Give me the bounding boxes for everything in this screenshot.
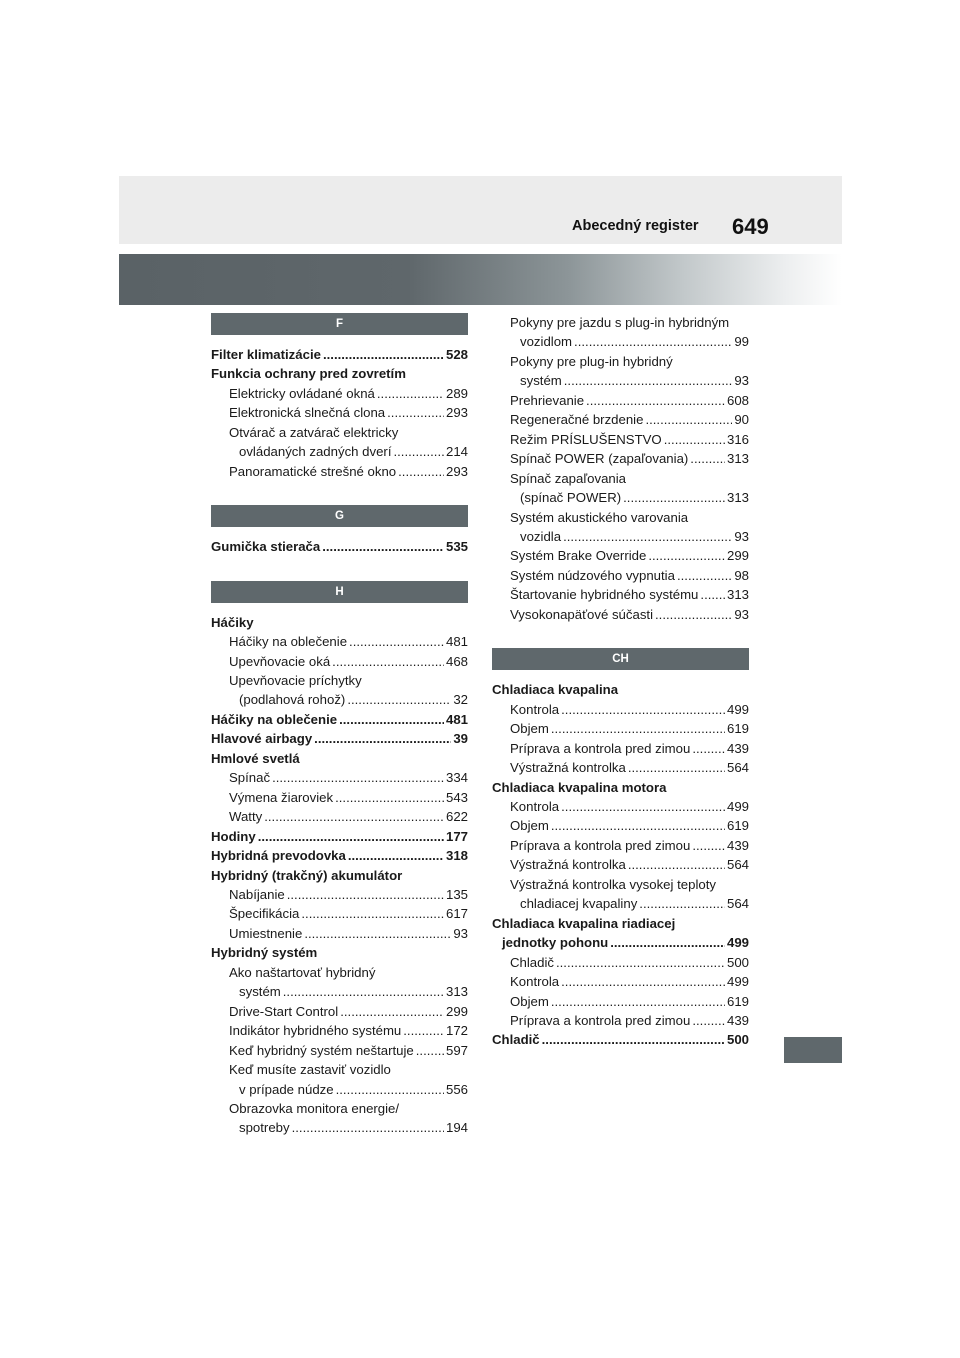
index-entry[interactable] (492, 972, 749, 991)
section-header: H (211, 581, 468, 603)
index-entry[interactable] (211, 1021, 468, 1040)
index-entry-page: 293 (445, 405, 468, 421)
dot-leader (322, 537, 444, 556)
index-entry-page: 619 (726, 721, 749, 737)
dot-leader (301, 904, 444, 923)
dot-leader (398, 462, 444, 481)
index-entry-page: 98 (734, 567, 749, 583)
section-header: F (211, 313, 468, 335)
index-entry-label: chladiacej kvapaliny (520, 896, 638, 912)
index-entry[interactable] (211, 924, 468, 943)
dot-leader (690, 449, 725, 468)
dot-leader (700, 585, 725, 604)
index-heading-line: Funkcia ochrany pred zovretím (211, 366, 406, 382)
index-heading-line: Výstražná kontrolka vysokej teploty (510, 876, 716, 892)
index-entry-page: 318 (445, 848, 468, 864)
index-entry-page: 313 (726, 451, 749, 467)
index-heading-line: Upevňovacie príchytky (229, 672, 362, 688)
index-entry-label: Spínač POWER (zapaľovania) (510, 451, 689, 467)
index-entry[interactable] (211, 690, 468, 709)
dot-leader (561, 972, 725, 991)
index-entry-label: Watty (229, 809, 263, 825)
index-entry[interactable] (211, 537, 468, 556)
index-entry[interactable] (492, 605, 749, 624)
index-entry[interactable] (492, 894, 749, 913)
dot-leader (335, 788, 444, 807)
index-column-right (492, 313, 749, 1050)
dot-leader (283, 982, 444, 1001)
dot-leader (574, 332, 732, 351)
dot-leader (348, 846, 444, 865)
dot-leader (692, 739, 725, 758)
index-entry[interactable] (211, 345, 468, 364)
index-entry[interactable] (211, 846, 468, 865)
dot-leader (542, 1030, 725, 1049)
index-entry-page: 543 (445, 789, 468, 805)
index-entry-page: 622 (445, 809, 468, 825)
dot-leader (551, 719, 725, 738)
dot-leader (561, 797, 725, 816)
index-entry-page: 528 (445, 347, 468, 362)
index-entry[interactable] (492, 855, 749, 874)
index-entry-page: 499 (726, 974, 749, 990)
index-entry[interactable] (492, 430, 749, 449)
index-heading-line: Hybridný systém (211, 945, 318, 961)
index-entry[interactable] (211, 442, 468, 461)
index-entry-page: 564 (726, 857, 749, 873)
dot-leader (628, 855, 725, 874)
index-entry-label: Objem (510, 818, 549, 834)
index-entry-page: 439 (726, 1012, 749, 1028)
dot-leader (264, 807, 444, 826)
dot-leader (692, 836, 725, 855)
dot-leader (258, 827, 444, 846)
index-entry[interactable] (492, 1011, 749, 1030)
index-entry-label: (spínač POWER) (520, 490, 622, 506)
dot-leader (623, 488, 725, 507)
index-entry-page: 597 (445, 1042, 468, 1058)
index-entry-page: 214 (445, 444, 468, 460)
index-entry[interactable] (492, 488, 749, 507)
index-entry-label: spotreby (239, 1120, 290, 1136)
index-entry-label: Kontrola (510, 798, 560, 814)
index-entry-label: Objem (510, 993, 549, 1009)
index-entry-page: 564 (726, 760, 749, 776)
index-entry[interactable] (492, 719, 749, 738)
dot-leader (387, 403, 444, 422)
index-entry-page: 619 (726, 993, 749, 1009)
index-entry[interactable] (211, 904, 468, 923)
index-entry[interactable] (492, 816, 749, 835)
index-heading-line: Pokyny pre jazdu s plug-in hybridným (510, 315, 730, 330)
index-entry-label: Systém Brake Override (510, 548, 647, 564)
page-number: 649 (732, 214, 769, 239)
dot-leader (314, 729, 451, 748)
index-entry[interactable] (492, 546, 749, 565)
index-entry[interactable] (492, 371, 749, 390)
index-entry[interactable] (492, 953, 749, 972)
dot-leader (551, 992, 725, 1011)
index-entry[interactable] (211, 1002, 468, 1021)
index-entry-page: 135 (445, 886, 468, 902)
dot-leader (336, 1080, 444, 1099)
index-entry-page: 299 (726, 548, 749, 564)
index-entry-label: Panoramatické strešné okno (229, 463, 397, 479)
index-entry-page: 93 (734, 373, 749, 389)
index-heading-line: Obrazovka monitora energie/ (229, 1100, 400, 1116)
index-entry-label: Príprava a kontrola pred zimou (510, 740, 691, 756)
index-heading-line: Otvárač a zatvárač elektricky (229, 424, 399, 440)
dot-leader (664, 430, 725, 449)
index-entry-page: 313 (726, 587, 749, 603)
index-entry-label: Chladič (492, 1032, 540, 1048)
dot-leader (655, 605, 732, 624)
index-entry-page: 177 (445, 828, 468, 844)
dot-leader (561, 700, 725, 719)
index-entry-page: 617 (445, 906, 468, 922)
index-entry-page: 172 (445, 1023, 468, 1039)
index-entry[interactable] (492, 527, 749, 546)
index-heading-line: Pokyny pre plug-in hybridný (510, 353, 673, 369)
index-entry-label: Režim PRÍSLUŠENSTVO (510, 431, 662, 447)
index-entry-label: Hodiny (211, 828, 256, 844)
index-entry-page: 90 (734, 412, 749, 428)
index-heading-line: Hybridný (trakčný) akumulátor (211, 867, 403, 883)
index-entry-page: 316 (726, 431, 749, 447)
index-entry-label: v prípade núdze (239, 1081, 334, 1097)
index-entry-page: 32 (453, 692, 468, 708)
header-title: Abecedný register (572, 218, 699, 234)
index-entry-label: Háčiky na oblečenie (229, 634, 348, 650)
index-heading-line: Hmlové svetlá (211, 750, 300, 766)
index-entry-label: Regeneračné brzdenie (510, 412, 644, 428)
dot-leader (645, 410, 732, 429)
index-entry-page: 334 (445, 770, 468, 786)
index-entry[interactable] (211, 807, 468, 826)
index-entry[interactable] (492, 992, 749, 1011)
dot-leader (556, 953, 725, 972)
section-header: G (211, 505, 468, 527)
index-entry-label: systém (239, 984, 281, 1000)
index-entry-label: Výstražná kontrolka (510, 857, 626, 873)
index-entry[interactable] (492, 391, 749, 410)
dot-leader (349, 632, 444, 651)
index-entry-page: 289 (445, 385, 468, 401)
index-entry[interactable] (211, 710, 468, 729)
dot-leader (586, 391, 725, 410)
index-heading-line: Spínač zapaľovania (510, 470, 627, 486)
index-entry-label: Príprava a kontrola pred zimou (510, 837, 691, 853)
index-entry[interactable] (492, 332, 749, 351)
index-entry-page: 299 (445, 1003, 468, 1019)
dot-leader (393, 442, 444, 461)
index-heading-line: Chladiaca kvapalina riadiacej (492, 915, 676, 931)
index-entry[interactable] (211, 1041, 468, 1060)
index-entry[interactable] (492, 585, 749, 604)
index-entry-label: Spínač (229, 770, 271, 786)
index-entry[interactable] (211, 403, 468, 422)
dot-leader (692, 1011, 725, 1030)
index-entry[interactable] (492, 758, 749, 777)
index-entry-label: Príprava a kontrola pred zimou (510, 1012, 691, 1028)
section-header: CH (492, 648, 749, 670)
index-entry-label: Vysokonapäťové súčasti (510, 606, 654, 622)
index-entry-label: Filter klimatizácie (211, 347, 321, 362)
dot-leader (292, 1118, 444, 1137)
dot-leader (340, 1002, 444, 1021)
dot-leader (610, 933, 725, 952)
index-entry-label: Prehrievanie (510, 392, 585, 408)
dot-leader (677, 566, 732, 585)
index-entry-page: 439 (726, 837, 749, 853)
index-entry-label: vozidla (520, 528, 562, 544)
index-entry-page: 439 (726, 740, 749, 756)
dot-leader (648, 546, 725, 565)
index-entry[interactable] (211, 768, 468, 787)
dot-leader (323, 345, 444, 364)
index-entry[interactable] (211, 788, 468, 807)
index-entry-label: jednotky pohonu (502, 935, 609, 951)
index-entry[interactable] (492, 933, 749, 952)
index-entry-label: Nabíjanie (229, 886, 285, 902)
index-heading-line: Ako naštartovať hybridný (229, 964, 376, 980)
chapter-side-tab (784, 1037, 842, 1063)
index-entry[interactable] (211, 632, 468, 651)
dot-leader (639, 894, 725, 913)
dot-leader (347, 690, 451, 709)
dot-leader (377, 384, 444, 403)
index-entry[interactable] (492, 566, 749, 585)
index-entry-page: 481 (445, 711, 468, 727)
index-entry-label: Upevňovacie oká (229, 653, 331, 669)
index-heading-line: Háčiky (211, 614, 254, 630)
index-entry-label: Hlavové airbagy (211, 731, 313, 747)
index-entry[interactable] (211, 729, 468, 748)
index-entry[interactable] (492, 836, 749, 855)
index-entry-label: Chladič (510, 954, 554, 970)
index-entry-label: Drive-Start Control (229, 1003, 339, 1019)
index-entry[interactable] (211, 982, 468, 1001)
index-heading-line: Chladiaca kvapalina (492, 682, 619, 698)
index-entry[interactable] (492, 739, 749, 758)
index-entry-page: 500 (726, 954, 749, 970)
index-entry-label: Štartovanie hybridného systému (510, 587, 699, 603)
index-entry-label: Objem (510, 721, 549, 737)
index-entry[interactable] (211, 384, 468, 403)
index-entry-label: vozidlom (520, 334, 573, 350)
dot-leader (564, 371, 733, 390)
index-entry-page: 99 (734, 334, 749, 350)
index-entry-page: 564 (726, 896, 749, 912)
index-entry-page: 468 (445, 653, 468, 669)
dot-leader (304, 924, 451, 943)
index-entry-label: Elektricky ovládané okná (229, 385, 375, 401)
index-entry-page: 499 (726, 935, 749, 951)
decorative-gradient-band (119, 254, 842, 305)
index-entry-label: Háčiky na oblečenie (211, 711, 338, 727)
index-entry[interactable] (211, 1118, 468, 1137)
dot-leader (416, 1041, 444, 1060)
dot-leader (403, 1021, 444, 1040)
index-entry-label: (podlahová rohož) (239, 692, 346, 708)
index-entry-page: 619 (726, 818, 749, 834)
index-entry-page: 39 (453, 731, 468, 747)
index-entry-label: Gumička stierača (211, 539, 321, 555)
index-entry-label: Špecifikácia (229, 906, 300, 922)
index-entry-label: Keď hybridný systém neštartuje (229, 1042, 414, 1058)
dot-leader (551, 816, 725, 835)
index-entry-page: 499 (726, 798, 749, 814)
index-entry-label: Indikátor hybridného systému (229, 1023, 402, 1039)
index-entry[interactable] (211, 827, 468, 846)
index-entry-page: 481 (445, 634, 468, 650)
index-entry-page: 93 (734, 606, 749, 622)
index-entry-page: 535 (445, 539, 468, 555)
dot-leader (272, 768, 444, 787)
index-entry-label: Hybridná prevodovka (211, 848, 346, 864)
index-entry[interactable] (492, 449, 749, 468)
index-entry-page: 500 (726, 1032, 749, 1048)
index-heading-line: Chladiaca kvapalina motora (492, 779, 667, 795)
index-entry-label: Výmena žiaroviek (229, 789, 334, 805)
index-entry-label: Kontrola (510, 974, 560, 990)
index-entry-page: 194 (445, 1120, 468, 1136)
dot-leader (287, 885, 444, 904)
index-entry-label: Kontrola (510, 701, 560, 717)
index-entry-label: Výstražná kontrolka (510, 760, 626, 776)
index-entry-page: 499 (726, 701, 749, 717)
index-entry-label: Systém núdzového vypnutia (510, 567, 675, 583)
index-entry[interactable] (492, 700, 749, 719)
index-entry-page: 556 (445, 1081, 468, 1097)
index-column-left (211, 313, 468, 1138)
index-heading-line: Keď musíte zastaviť vozidlo (229, 1062, 391, 1078)
index-entry-page: 313 (726, 490, 749, 506)
index-entry-label: Elektronická slnečná clona (229, 405, 386, 421)
index-entry[interactable] (211, 885, 468, 904)
index-entry-label: systém (520, 373, 562, 389)
dot-leader (339, 710, 444, 729)
index-entry[interactable] (211, 1080, 468, 1099)
dot-leader (563, 527, 732, 546)
index-entry[interactable] (211, 652, 468, 671)
index-entry-page: 313 (445, 984, 468, 1000)
index-entry-label: Umiestnenie (229, 925, 303, 941)
index-entry-page: 93 (453, 925, 468, 941)
index-entry[interactable] (492, 410, 749, 429)
index-entry-label: ovládaných zadných dverí (239, 444, 392, 460)
index-entry[interactable] (492, 1030, 749, 1049)
index-entry-page: 293 (445, 463, 468, 479)
index-heading-line: Systém akustického varovania (510, 509, 689, 525)
index-entry[interactable] (211, 462, 468, 481)
index-entry-page: 608 (726, 392, 749, 408)
index-entry[interactable] (492, 797, 749, 816)
dot-leader (332, 652, 444, 671)
index-entry-page: 93 (734, 528, 749, 544)
dot-leader (628, 758, 725, 777)
